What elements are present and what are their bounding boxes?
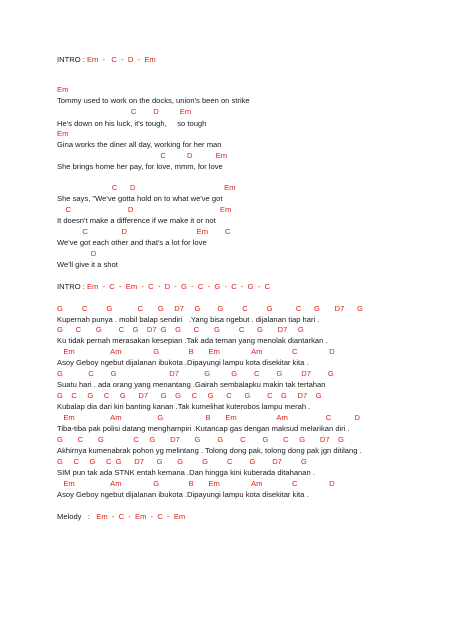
intro-label: INTRO : [57,282,87,291]
melody-chords: Em - C - Em - C - Em [96,512,186,521]
lyric-line: Ku tidak pernah merasakan kesepian .Tak ada teman yang menolak diantarkan . [57,336,328,345]
lyric-line: She says, "We've gotta hold on to what we've got [57,194,223,203]
intro-chords: Em - C - Em - C - D - G - C - G - C - G - C [86,282,271,291]
melody-label: Melody : [57,512,97,521]
chord-line: G C G C G D7 G G C G C G D7 G [57,304,363,313]
lyric-line: Tommy used to work on the docks, union's been on strike [57,96,250,105]
chord-line: G C G C G D7 G G C G C G D7 G [57,435,344,444]
lyric-line: He's down on his luck, it's tough, so tough [57,119,207,128]
lyric-line: Gina works the diner all day, working for her man [57,140,222,149]
chord-line: C D Em [57,107,192,116]
chord-line: Em [57,129,69,138]
intro-line [57,55,156,65]
chord-line: Em Am G B Em Am C D [57,479,335,488]
lyric-line: Suatu hari . ada orang yang menantang .Gairah sembalapku makin tak tertahan [57,380,326,389]
chord-line: G C G C G D7 G G C G C G C G D7 G [57,391,322,400]
lyric-line: We've got each other and that's a lot for love [57,238,207,247]
lyric-line: Kubalap dia dari kiri banting kanan .Tak kumelihat kuterobos lampu merah . [57,402,311,411]
lyric-line: Asoy Geboy ngebut dijalanan ibukota .Dipayungi lampu kota disekitar kita . [57,358,309,367]
lyric-line: Kupernah punya . mobil balap sendiri .Yang bisa ngebut . dijalanan tiap hari . [57,315,320,324]
lyric-line: We'll give it a shot [57,260,118,269]
intro-label: INTRO : [57,55,87,64]
chord-line: G C G C G D7 G G C G C G D7 G [57,325,304,334]
chord-line: C D Em [57,183,236,192]
chord-line: D [57,249,97,258]
chord-line: C D Em [57,151,228,160]
chord-line: Em Am G B Em Am C D [57,413,360,422]
intro-line [57,282,270,292]
lyric-line: Asoy Geboy ngebut dijalanan ibukota .Dipayungi lampu kota disekitar kita . [57,490,309,499]
chord-line: G C G D7 G G C G D7 G [57,369,334,378]
chord-line: Em Am G B Em Am C D [57,347,335,356]
lyric-line: Tiba-tiba pak polisi datang menghampiri .Kutancap gas dengan maksud melarikan diri . [57,424,350,433]
chord-line: G C G C G D7 G G G C G D7 G [57,457,307,466]
intro-chords: Em - C - D - Em [86,55,156,64]
lyric-line: She brings home her pay, for love, mmm, for love [57,162,223,171]
chord-line: Em [57,85,69,94]
chord-line: C D Em C [57,227,231,236]
melody-line [57,512,185,522]
lyric-line: SIM pun tak ada STNK entah kemana .Dan hingga kini kuberada ditahanan . [57,468,315,477]
chord-line: C D Em [57,205,232,214]
lyric-line: It doesn't make a difference if we make it or not [57,216,216,225]
lyric-line: Akhirnya kumenabrak pohon yg melintang . Tolong dong pak, tolong dong pak jgn ditilang . [57,446,362,455]
